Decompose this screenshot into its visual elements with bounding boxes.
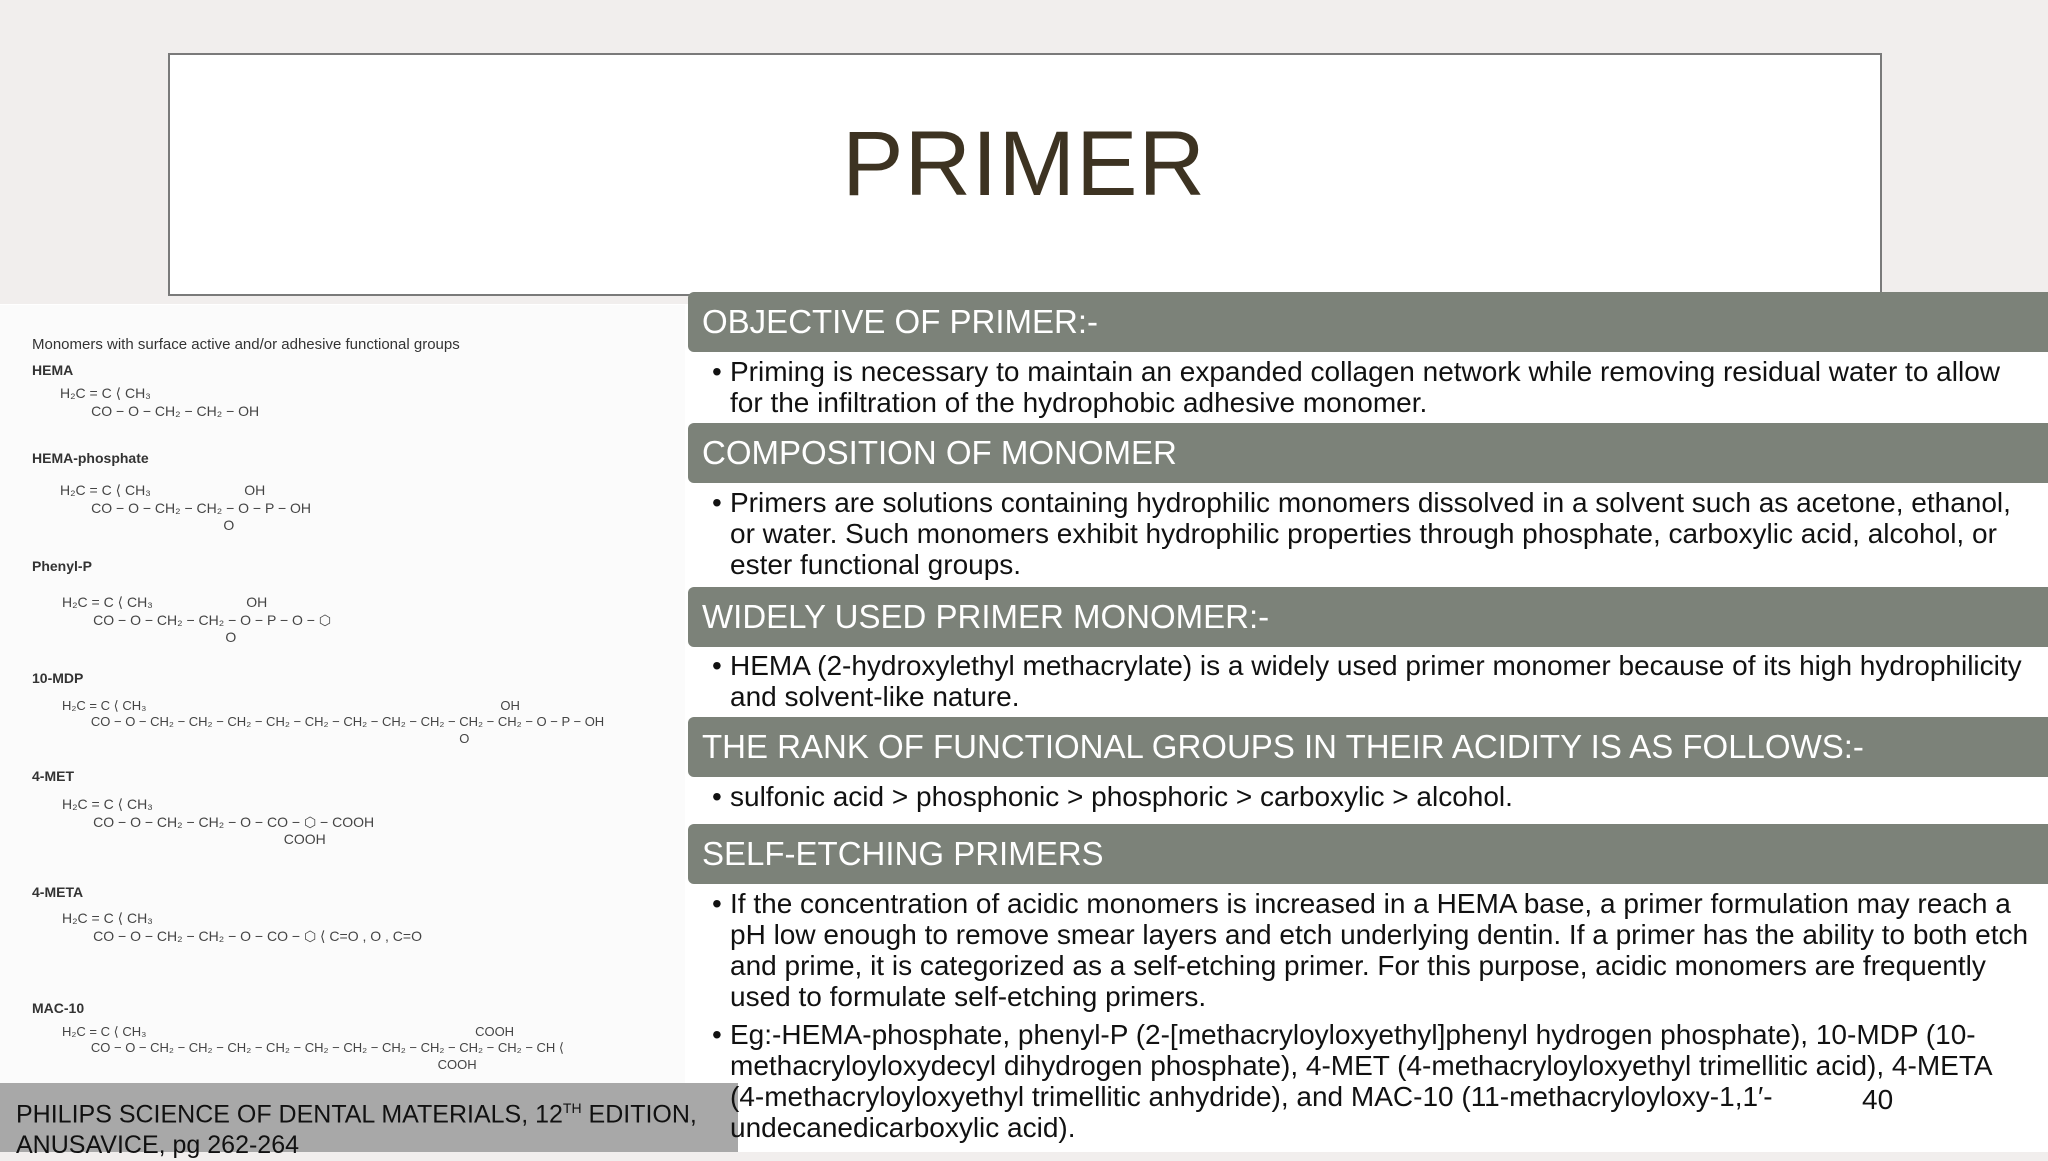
monomer-structure-4-meta: H₂C = C ⟨ CH₃ CO − O − CH₂ − CH₂ − O − CO − ⬡ ⟨ C=O , O , C=O — [62, 910, 422, 944]
monomer-label-mac-10: MAC-10 — [32, 1000, 85, 1016]
citation-line1-suffix: EDITION, — [581, 1100, 697, 1129]
monomer-structure-hema: H₂C = C ⟨ CH₃ CO − O − CH₂ − CH₂ − OH — [60, 385, 260, 419]
monomer-label-4-meta: 4-META — [32, 884, 84, 900]
bullet-composition: • Primers are solutions containing hydrophilic monomers dissolved in a solvent such as acetone, ethanol, or water. Such monomers exhibit hydrophilic properties through phosphate, carboxylic acid, alcohol, or ester functional groups. — [730, 487, 2030, 580]
citation — [0, 1083, 738, 1160]
bullet-widely-used: • HEMA (2-hydroxylethyl methacrylate) is a widely used primer monomer because of its high hydrophilicity and solvent-like nature. — [730, 650, 2030, 712]
bullet-self-etching-definition: • If the concentration of acidic monomers is increased in a HEMA base, a primer formulation may reach a pH low enough to remove smear layers and etch underlying dentin. If a primer has the ability to both etch and prime, it is categorized as a self-etching primer. For this purpose, acidic monomers are frequently used to formulate self-etching primers. — [730, 888, 2030, 1012]
monomer-label-phenyl-p: Phenyl-P — [32, 558, 92, 574]
section-heading-acidity-rank: THE RANK OF FUNCTIONAL GROUPS IN THEIR ACIDITY IS AS FOLLOWS:- — [688, 717, 2048, 777]
bullet-self-etching-examples: • Eg:-HEMA-phosphate, phenyl-P (2-[methacryloyloxyethyl]phenyl hydrogen phosphate), 10-MDP (10-methacryloyloxydecyl dihydrogen phosphate), 4-MET (4-methacryloyloxyethyl trimellitic acid), 4-META (4-methacryloyloxyethyl trimellitic anhydride), and MAC-10 (11-methacryloyloxy-1,1′-undecanedicarboxylic acid). — [730, 1019, 2030, 1143]
monomer-structure-4-met: H₂C = C ⟨ CH₃ CO − O − CH₂ − CH₂ − O − CO − ⬡ − COOH COOH — [62, 796, 375, 847]
section-heading-self-etching: SELF-ETCHING PRIMERS — [688, 824, 2048, 884]
section-heading-widely-used: WIDELY USED PRIMER MONOMER:- — [688, 587, 2048, 647]
monomer-structure-hema-phosphate: H₂C = C ⟨ CH₃ OH CO − O − CH₂ − CH₂ − O − P − OH O — [60, 482, 312, 533]
monomer-figure — [0, 305, 685, 1085]
monomer-label-hema: HEMA — [32, 362, 74, 378]
section-heading-objective: OBJECTIVE OF PRIMER:- — [688, 292, 2048, 352]
citation-superscript: TH — [562, 1100, 582, 1116]
monomer-label-4-met: 4-MET — [32, 768, 74, 784]
citation-line2: ANUSAVICE, pg 262-264 — [16, 1131, 300, 1160]
monomer-label-hema-phosphate: HEMA-phosphate — [32, 450, 149, 466]
monomer-structure-mac-10: H₂C = C ⟨ CH₃ COOH CO − O − CH₂ − CH₂ − CH₂ − CH₂ − CH₂ − CH₂ − CH₂ − CH₂ − CH₂ − CH₂ − CH ⟨ COOH — [62, 1024, 564, 1072]
slide-title: PRIMER — [842, 113, 1206, 215]
page-number: 40 — [1862, 1084, 1894, 1115]
bullet-acidity-rank: • sulfonic acid > phosphonic > phosphoric > carboxylic > alcohol. — [730, 781, 2030, 812]
monomer-structure-phenyl-p: H₂C = C ⟨ CH₃ OH CO − O − CH₂ − CH₂ − O − P − O − ⬡ O — [62, 594, 332, 645]
monomer-label-10-mdp: 10-MDP — [32, 670, 84, 686]
section-heading-composition: COMPOSITION OF MONOMER — [688, 423, 2048, 483]
citation-line1: PHILIPS SCIENCE OF DENTAL MATERIALS, 12 — [16, 1100, 563, 1129]
bullet-objective: • Priming is necessary to maintain an expanded collagen network while removing residual water to allow for the infiltration of the hydrophobic adhesive monomer. — [730, 356, 2030, 418]
figure-caption: Monomers with surface active and/or adhesive functional groups — [32, 336, 460, 353]
monomer-structure-10-mdp: H₂C = C ⟨ CH₃ OH CO − O − CH₂ − CH₂ − CH₂ − CH₂ − CH₂ − CH₂ − CH₂ − CH₂ − CH₂ − CH₂ − O − P − OH O — [62, 698, 605, 746]
